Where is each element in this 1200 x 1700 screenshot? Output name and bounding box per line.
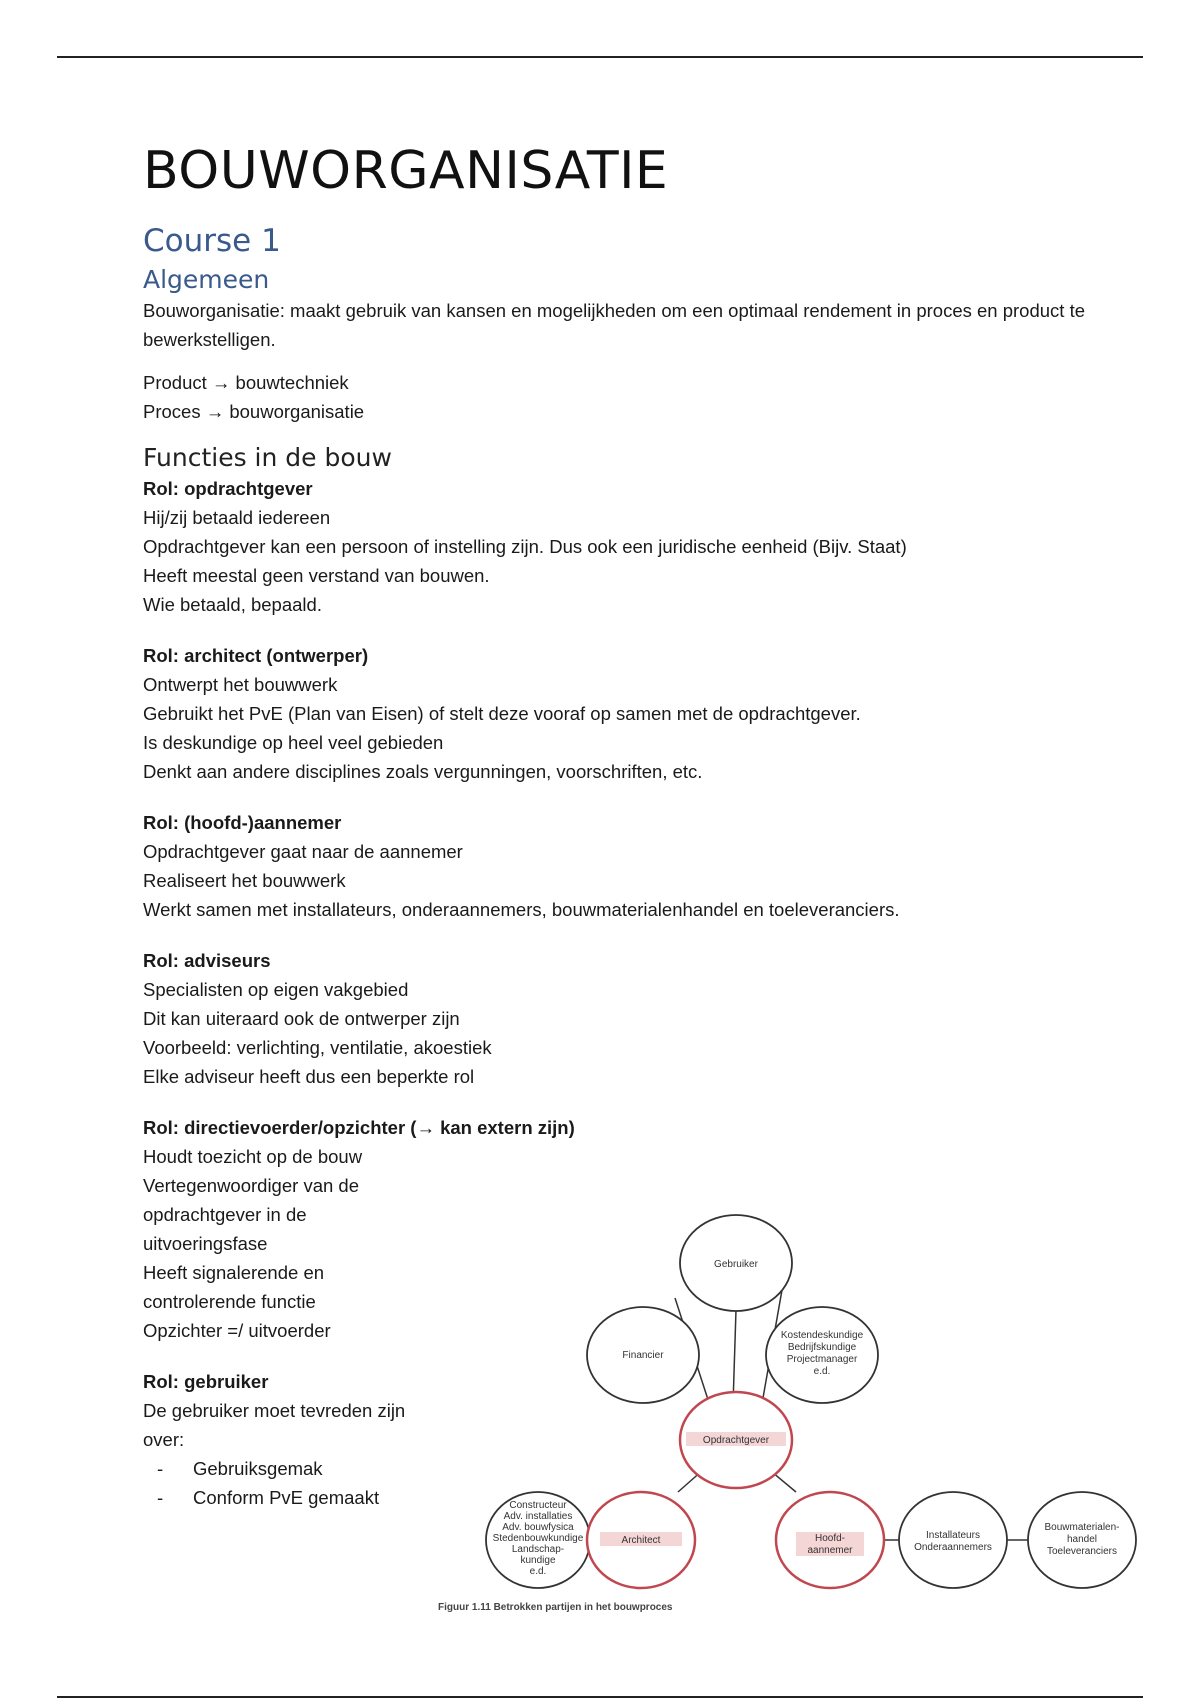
role-line: Specialisten op eigen vakgebied (143, 979, 409, 1000)
role-title: Rol: (hoofd-)aannemer (143, 812, 342, 833)
role-line: Dit kan uiteraard ook de ontwerper zijn (143, 1008, 460, 1029)
label-adviseurs: Stedenbouwkundige (492, 1533, 584, 1544)
role-title: Rol: gebruiker (143, 1371, 269, 1392)
role-line: Heeft meestal geen verstand van bouwen. (143, 565, 490, 586)
definition-paragraph: Bouworganisatie: maakt gebruik van kansen en mogelijkheden om een optimaal rendement in proces en product te bewerkstelligen. (143, 300, 1086, 350)
label-installateurs: Installateurs (926, 1530, 980, 1541)
functies-heading: Functies in de bouw (143, 443, 392, 472)
label-adviseurs: Constructeur (509, 1500, 567, 1511)
role-line: Realiseert het bouwwerk (143, 870, 346, 891)
algemeen-heading: Algemeen (143, 265, 270, 294)
role-line: Denkt aan andere disciplines zoals vergunningen, voorschriften, etc. (143, 761, 703, 782)
label-kosten: Bedrijfskundige (787, 1342, 857, 1353)
role-aannemer (143, 808, 1103, 924)
role-opdrachtgever (143, 474, 1103, 619)
label-bouwmaterialen: Toeleveranciers (1046, 1546, 1118, 1557)
label-hoofdaannemer: Hoofd- (814, 1533, 846, 1544)
product-line: Product → bouwtechniek (143, 372, 349, 393)
bottom-rule (57, 1696, 1143, 1698)
role-line: Houdt toezicht op de bouw (143, 1146, 363, 1167)
list-item: - Gebruiksgemak (157, 1454, 1103, 1483)
label-financier: Financier (622, 1350, 664, 1361)
role-title: Rol: adviseurs (143, 950, 271, 971)
role-line: Opdrachtgever gaat naar de aannemer (143, 841, 463, 862)
role-line: De gebruiker moet tevreden zijn over: (143, 1400, 406, 1450)
role-line: Wie betaald, bepaald. (143, 594, 322, 615)
role-line: Voorbeeld: verlichting, ventilatie, akoestiek (143, 1037, 492, 1058)
role-line: Vertegenwoordiger van de opdrachtgever in de uitvoeringsfase (143, 1175, 359, 1254)
role-line: Heeft signalerende en controlerende functie (143, 1262, 325, 1312)
role-line: Opdrachtgever kan een persoon of instelling zijn. Dus ook een juridische eenheid (Bijv. Staat) (143, 536, 907, 557)
figure-caption: Figuur 1.11 Betrokken partijen in het bouwproces (438, 1602, 673, 1613)
role-line: Gebruikt het PvE (Plan van Eisen) of stelt deze vooraf op samen met de opdrachtgever. (143, 703, 861, 724)
label-adviseurs: e.d. (529, 1566, 547, 1577)
role-line: Hij/zij betaald iedereen (143, 507, 331, 528)
role-title: Rol: directievoerder/opzichter (→ kan extern zijn) (143, 1117, 575, 1138)
role-adviseurs (143, 946, 1103, 1091)
role-line: Is deskundige op heel veel gebieden (143, 732, 444, 753)
role-line: Werkt samen met installateurs, onderaannemers, bouwmaterialenhandel en toeleveranciers. (143, 899, 900, 920)
role-title: Rol: opdrachtgever (143, 478, 313, 499)
label-installateurs: Onderaannemers (914, 1542, 992, 1553)
diagram-svg (430, 1200, 1170, 1620)
stakeholders-diagram (430, 1200, 1170, 1620)
label-adviseurs: kundige (520, 1555, 556, 1566)
role-line: Opzichter =/ uitvoerder (143, 1320, 331, 1341)
course-heading: Course 1 (143, 223, 281, 259)
list-item: - Conform PvE gemaakt (157, 1483, 1103, 1512)
role-title: Rol: architect (ontwerper) (143, 645, 369, 666)
label-adviseurs: Adv. installaties (503, 1511, 573, 1522)
label-bouwmaterialen: handel (1066, 1534, 1098, 1545)
page-title: BOUWORGANISATIE (143, 141, 669, 201)
role-line: Ontwerpt het bouwwerk (143, 674, 338, 695)
label-bouwmaterialen: Bouwmaterialen- (1044, 1522, 1120, 1533)
role-architect (143, 641, 1103, 786)
label-opdrachtgever: Opdrachtgever (702, 1435, 770, 1446)
proces-line: Proces → bouworganisatie (143, 401, 365, 422)
label-architect: Architect (621, 1535, 661, 1546)
label-kosten: Kostendeskundige (780, 1330, 864, 1341)
top-rule (57, 56, 1143, 58)
label-kosten: e.d. (813, 1366, 831, 1377)
label-gebruiker: Gebruiker (714, 1259, 758, 1270)
label-adviseurs: Landschap- (511, 1544, 565, 1555)
label-adviseurs: Adv. bouwfysica (502, 1522, 574, 1533)
role-line: Elke adviseur heeft dus een beperkte rol (143, 1066, 475, 1087)
label-hoofdaannemer: aannemer (807, 1545, 853, 1556)
label-kosten: Projectmanager (786, 1354, 858, 1365)
